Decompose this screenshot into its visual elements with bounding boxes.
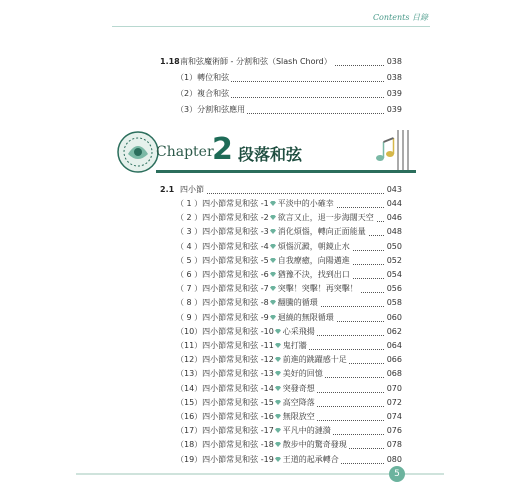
item-description: 自我療癒，向陽邁進 bbox=[277, 255, 350, 265]
gem-icon bbox=[275, 329, 281, 334]
page-number: 054 bbox=[386, 270, 402, 279]
page-number: 052 bbox=[386, 255, 402, 265]
item-description: 迴繞的無限循環 bbox=[277, 312, 334, 322]
page-number: 074 bbox=[386, 412, 402, 421]
item-label bbox=[176, 340, 309, 352]
item-chord-label: （ 5 ）四小節常見和弦 -5 bbox=[176, 255, 269, 265]
item-description: 煩惱沉澱，朝鏡止水 bbox=[277, 241, 350, 251]
item-chord-label: （19）四小節常見和弦 -19 bbox=[176, 454, 274, 464]
gem-icon bbox=[275, 414, 281, 419]
toc-item[interactable] bbox=[176, 425, 402, 437]
music-notes-icon bbox=[370, 130, 416, 170]
item-chord-label: （16）四小節常見和弦 -16 bbox=[176, 412, 274, 421]
page-number: 070 bbox=[386, 383, 402, 393]
item-description: 欲言又止，退一步海闊天空 bbox=[277, 213, 374, 223]
chapter-heading bbox=[116, 130, 416, 176]
item-label bbox=[176, 212, 376, 224]
toc-item[interactable] bbox=[176, 297, 402, 309]
toc-item[interactable] bbox=[176, 454, 402, 466]
item-description: 心采飛揚 bbox=[282, 326, 315, 336]
toc-item[interactable] bbox=[176, 72, 402, 84]
item-chord-label: （ 3 ）四小節常見和弦 -3 bbox=[176, 227, 269, 237]
toc-item[interactable] bbox=[176, 88, 402, 100]
item-label bbox=[176, 368, 325, 380]
chapter-title: 段落和弦 bbox=[238, 145, 303, 164]
item-label bbox=[176, 383, 317, 395]
item-label bbox=[176, 198, 336, 210]
page-number: 066 bbox=[386, 355, 402, 365]
toc-item[interactable] bbox=[176, 411, 402, 423]
page-number: 056 bbox=[386, 284, 402, 294]
item-chord-label: （ 1 ）四小節常見和弦 -1 bbox=[176, 199, 269, 208]
toc-section-1-18[interactable] bbox=[160, 56, 402, 68]
toc-item[interactable] bbox=[176, 312, 402, 324]
item-description: 無限放空 bbox=[282, 412, 315, 421]
toc-item[interactable] bbox=[176, 340, 402, 352]
page-number: 046 bbox=[386, 213, 402, 223]
item-label bbox=[176, 241, 352, 253]
item-label bbox=[176, 312, 336, 324]
toc-item[interactable] bbox=[176, 269, 402, 281]
header-divider bbox=[112, 26, 430, 27]
gem-icon bbox=[270, 286, 276, 291]
toc-item[interactable] bbox=[176, 368, 402, 380]
emblem-icon bbox=[116, 130, 160, 174]
item-label bbox=[176, 326, 317, 338]
page-number: 043 bbox=[386, 185, 402, 194]
toc-section-2-1[interactable] bbox=[160, 184, 402, 196]
page-number: 048 bbox=[386, 227, 402, 237]
page-number: 039 bbox=[386, 89, 402, 98]
item-description: 平淡中的小確幸 bbox=[277, 199, 334, 208]
gem-icon bbox=[275, 343, 281, 348]
item-description: 突擊！突擊！再突擊！ bbox=[277, 284, 358, 294]
page-number: 078 bbox=[386, 440, 402, 450]
item-label bbox=[176, 269, 352, 281]
item-chord-label: （ 6 ）四小節常見和弦 -6 bbox=[176, 270, 269, 279]
toc-item[interactable] bbox=[176, 104, 402, 116]
item-description: 散步中的驚奇發現 bbox=[282, 440, 347, 450]
page-number: 058 bbox=[386, 298, 402, 308]
page-number-badge: 5 bbox=[389, 466, 405, 482]
item-label: （2）複合和弦 bbox=[176, 89, 230, 98]
chapter-number: 2 bbox=[212, 132, 233, 167]
gem-icon bbox=[270, 244, 276, 249]
item-chord-label: （ 8 ）四小節常見和弦 -8 bbox=[176, 298, 269, 308]
toc-item[interactable] bbox=[176, 255, 402, 267]
item-chord-label: （ 9 ）四小節常見和弦 -9 bbox=[176, 312, 269, 322]
item-label bbox=[176, 439, 349, 451]
item-label: （1）轉位和弦 bbox=[176, 73, 230, 82]
item-description: 王道的起承轉合 bbox=[282, 454, 339, 464]
page-number: 068 bbox=[386, 369, 402, 379]
gem-icon bbox=[270, 229, 276, 234]
page-number: 072 bbox=[386, 397, 402, 407]
item-label bbox=[176, 297, 320, 309]
leader-dots bbox=[180, 184, 384, 194]
item-label bbox=[176, 354, 349, 366]
item-description: 平凡中的漣漪 bbox=[282, 426, 331, 436]
page-number: 062 bbox=[386, 326, 402, 336]
page-number: 038 bbox=[386, 73, 402, 82]
toc-item[interactable] bbox=[176, 326, 402, 338]
item-label bbox=[176, 283, 360, 295]
chapter-word: Chapter bbox=[156, 144, 214, 160]
toc-item[interactable] bbox=[176, 241, 402, 253]
item-description: 鬼打牆 bbox=[282, 341, 307, 350]
toc-item[interactable] bbox=[176, 439, 402, 451]
item-description: 消化煩惱，轉向正面能量 bbox=[277, 227, 366, 237]
item-chord-label: （13）四小節常見和弦 -13 bbox=[176, 369, 274, 379]
gem-icon bbox=[275, 457, 281, 462]
toc-item[interactable] bbox=[176, 354, 402, 366]
item-label bbox=[176, 397, 317, 409]
gem-icon bbox=[275, 400, 281, 405]
item-chord-label: （ 4 ）四小節常見和弦 -4 bbox=[176, 241, 269, 251]
item-chord-label: （ 7 ）四小節常見和弦 -7 bbox=[176, 284, 269, 294]
item-chord-label: （17）四小節常見和弦 -17 bbox=[176, 426, 274, 436]
toc-item[interactable] bbox=[176, 383, 402, 395]
item-chord-label: （14）四小節常見和弦 -14 bbox=[176, 383, 274, 393]
section-number: 2.1 bbox=[160, 185, 175, 194]
toc-item[interactable] bbox=[176, 397, 402, 409]
item-description: 突發奇想 bbox=[282, 383, 315, 393]
page-number: 039 bbox=[386, 105, 402, 114]
toc-item[interactable] bbox=[176, 198, 402, 210]
page-number: 080 bbox=[386, 454, 402, 464]
page-number: 076 bbox=[386, 426, 402, 436]
item-description: 美好的回憶 bbox=[282, 369, 323, 379]
section-title: 四小節 bbox=[180, 185, 204, 194]
page-number: 038 bbox=[386, 57, 402, 66]
item-description: 翻騰的循環 bbox=[277, 298, 318, 308]
section-number: 1.18 bbox=[160, 57, 180, 66]
chapter-rule bbox=[156, 170, 416, 173]
item-label bbox=[176, 255, 352, 267]
gem-icon bbox=[275, 357, 281, 362]
page-number: 060 bbox=[386, 312, 402, 322]
item-label bbox=[176, 411, 317, 423]
item-label bbox=[176, 454, 341, 466]
gem-icon bbox=[270, 272, 276, 277]
item-label bbox=[176, 425, 333, 437]
contents-header: Contents 目錄 bbox=[372, 13, 428, 22]
page-number: 044 bbox=[386, 199, 402, 208]
gem-icon bbox=[270, 215, 276, 220]
gem-icon bbox=[275, 428, 281, 433]
item-label bbox=[176, 226, 368, 238]
gem-icon bbox=[270, 315, 276, 320]
section-title: 南和弦魔術師 - 分割和弦（Slash Chord） bbox=[180, 57, 332, 66]
item-description: 高空降落 bbox=[282, 397, 315, 407]
item-chord-label: （10）四小節常見和弦 -10 bbox=[176, 326, 274, 336]
gem-icon bbox=[275, 442, 281, 447]
gem-icon bbox=[275, 371, 281, 376]
item-chord-label: （11）四小節常見和弦 -11 bbox=[176, 341, 274, 350]
page-number: 064 bbox=[386, 341, 402, 350]
gem-icon bbox=[270, 258, 276, 263]
toc-item[interactable] bbox=[176, 283, 402, 295]
gem-icon bbox=[270, 201, 276, 206]
toc-item[interactable] bbox=[176, 226, 402, 238]
item-chord-label: （ 2 ）四小節常見和弦 -2 bbox=[176, 213, 269, 223]
page-number: 050 bbox=[386, 241, 402, 251]
item-chord-label: （12）四小節常見和弦 -12 bbox=[176, 355, 274, 365]
item-chord-label: （18）四小節常見和弦 -18 bbox=[176, 440, 274, 450]
item-label: （3）分割和弦應用 bbox=[176, 105, 246, 114]
item-chord-label: （15）四小節常見和弦 -15 bbox=[176, 397, 274, 407]
item-description: 猶豫不決，找到出口 bbox=[277, 270, 350, 279]
gem-icon bbox=[270, 300, 276, 305]
item-description: 前進的跳躍感十足 bbox=[282, 355, 347, 365]
toc-item[interactable] bbox=[176, 212, 402, 224]
gem-icon bbox=[275, 386, 281, 391]
